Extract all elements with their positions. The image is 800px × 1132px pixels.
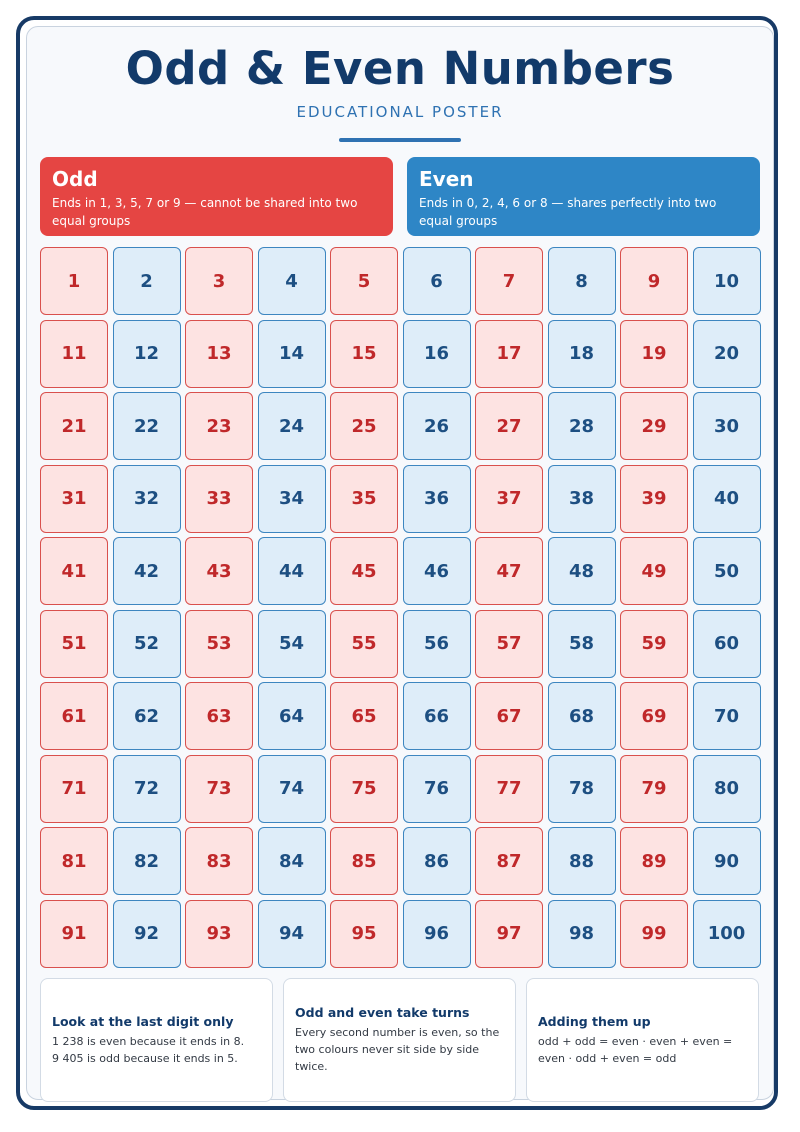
even-number-cell: 62: [113, 682, 181, 750]
odd-number-cell: 93: [185, 900, 253, 968]
odd-number-cell: 45: [330, 537, 398, 605]
odd-number-cell: 61: [40, 682, 108, 750]
number-grid: [40, 247, 761, 968]
even-number-cell: 96: [403, 900, 471, 968]
odd-number-cell: 47: [475, 537, 543, 605]
tip-title: Adding them up: [538, 1013, 651, 1029]
even-number-cell: 28: [548, 392, 616, 460]
even-number-cell: 52: [113, 610, 181, 678]
even-number-cell: 70: [693, 682, 761, 750]
odd-number-cell: 13: [185, 320, 253, 388]
even-number-cell: 38: [548, 465, 616, 533]
tip-body: [52, 1033, 261, 1067]
odd-number-cell: 57: [475, 610, 543, 678]
odd-number-cell: 5: [330, 247, 398, 315]
even-number-cell: 82: [113, 827, 181, 895]
odd-number-cell: 85: [330, 827, 398, 895]
tip-line: two colours never sit side by side: [295, 1043, 480, 1056]
even-number-cell: 22: [113, 392, 181, 460]
even-number-cell: 78: [548, 755, 616, 823]
odd-number-cell: 95: [330, 900, 398, 968]
even-number-cell: 10: [693, 247, 761, 315]
even-number-cell: 42: [113, 537, 181, 605]
tip-line: Every second number is even, so the: [295, 1026, 500, 1039]
title-divider: [339, 138, 461, 142]
even-number-cell: 76: [403, 755, 471, 823]
odd-number-cell: 75: [330, 755, 398, 823]
odd-number-cell: 77: [475, 755, 543, 823]
tip-title: Look at the last digit only: [52, 1013, 234, 1029]
odd-number-cell: 63: [185, 682, 253, 750]
even-number-cell: 34: [258, 465, 326, 533]
odd-legend-description: Ends in 1, 3, 5, 7 or 9 — cannot be shared into two equal groups: [52, 196, 358, 228]
even-number-cell: 30: [693, 392, 761, 460]
tip-title: Odd and even take turns: [295, 1005, 470, 1020]
odd-number-cell: 59: [620, 610, 688, 678]
odd-number-cell: 49: [620, 537, 688, 605]
even-number-cell: 72: [113, 755, 181, 823]
odd-number-cell: 81: [40, 827, 108, 895]
odd-number-cell: 65: [330, 682, 398, 750]
page-title: Odd & Even Numbers: [125, 42, 675, 95]
odd-number-cell: 43: [185, 537, 253, 605]
even-number-cell: 40: [693, 465, 761, 533]
even-legend-description: Ends in 0, 2, 4, 6 or 8 — shares perfectly into two equal groups: [419, 196, 717, 228]
even-number-cell: 94: [258, 900, 326, 968]
odd-number-cell: 3: [185, 247, 253, 315]
even-number-cell: 98: [548, 900, 616, 968]
odd-number-cell: 9: [620, 247, 688, 315]
odd-number-cell: 11: [40, 320, 108, 388]
odd-number-cell: 91: [40, 900, 108, 968]
odd-number-cell: 73: [185, 755, 253, 823]
odd-number-cell: 87: [475, 827, 543, 895]
tip-card-adding: [526, 978, 759, 1102]
odd-number-cell: 89: [620, 827, 688, 895]
even-number-cell: 84: [258, 827, 326, 895]
even-number-cell: 46: [403, 537, 471, 605]
odd-number-cell: 25: [330, 392, 398, 460]
odd-number-cell: 7: [475, 247, 543, 315]
even-number-cell: 2: [113, 247, 181, 315]
even-legend-card: [407, 157, 760, 236]
even-number-cell: 12: [113, 320, 181, 388]
page-subtitle: EDUCATIONAL POSTER: [296, 103, 504, 121]
odd-number-cell: 27: [475, 392, 543, 460]
even-number-cell: 68: [548, 682, 616, 750]
odd-number-cell: 67: [475, 682, 543, 750]
odd-number-cell: 21: [40, 392, 108, 460]
even-number-cell: 6: [403, 247, 471, 315]
even-number-cell: 14: [258, 320, 326, 388]
odd-number-cell: 69: [620, 682, 688, 750]
odd-number-cell: 55: [330, 610, 398, 678]
even-number-cell: 56: [403, 610, 471, 678]
odd-number-cell: 37: [475, 465, 543, 533]
odd-number-cell: 35: [330, 465, 398, 533]
even-number-cell: 64: [258, 682, 326, 750]
odd-number-cell: 51: [40, 610, 108, 678]
tip-line: 1 238 is even because it ends in 8.: [52, 1034, 245, 1048]
odd-number-cell: 83: [185, 827, 253, 895]
tip-card-take-turns: [283, 978, 516, 1102]
even-number-cell: 74: [258, 755, 326, 823]
tip-line: even · odd + even = odd: [538, 1051, 677, 1065]
even-number-cell: 24: [258, 392, 326, 460]
odd-number-cell: 71: [40, 755, 108, 823]
odd-number-cell: 17: [475, 320, 543, 388]
even-number-cell: 88: [548, 827, 616, 895]
odd-number-cell: 39: [620, 465, 688, 533]
even-number-cell: 26: [403, 392, 471, 460]
even-number-cell: 92: [113, 900, 181, 968]
tip-line: twice.: [295, 1060, 328, 1073]
even-number-cell: 16: [403, 320, 471, 388]
odd-number-cell: 79: [620, 755, 688, 823]
odd-number-cell: 31: [40, 465, 108, 533]
even-number-cell: 90: [693, 827, 761, 895]
odd-legend-title: Odd: [52, 167, 98, 191]
odd-number-cell: 1: [40, 247, 108, 315]
even-legend-title: Even: [419, 167, 474, 191]
even-number-cell: 36: [403, 465, 471, 533]
odd-number-cell: 19: [620, 320, 688, 388]
even-number-cell: 50: [693, 537, 761, 605]
even-number-cell: 100: [693, 900, 761, 968]
even-number-cell: 4: [258, 247, 326, 315]
even-number-cell: 48: [548, 537, 616, 605]
even-number-cell: 44: [258, 537, 326, 605]
odd-number-cell: 97: [475, 900, 543, 968]
even-number-cell: 18: [548, 320, 616, 388]
even-number-cell: 80: [693, 755, 761, 823]
tip-line: 9 405 is odd because it ends in 5.: [52, 1051, 238, 1065]
even-number-cell: 32: [113, 465, 181, 533]
even-number-cell: 54: [258, 610, 326, 678]
odd-number-cell: 29: [620, 392, 688, 460]
odd-number-cell: 33: [185, 465, 253, 533]
tip-body: [295, 1024, 504, 1075]
odd-legend-card: [40, 157, 393, 236]
tip-body: [538, 1033, 747, 1067]
odd-number-cell: 41: [40, 537, 108, 605]
even-number-cell: 20: [693, 320, 761, 388]
odd-number-cell: 99: [620, 900, 688, 968]
odd-number-cell: 53: [185, 610, 253, 678]
odd-number-cell: 15: [330, 320, 398, 388]
even-number-cell: 8: [548, 247, 616, 315]
even-number-cell: 58: [548, 610, 616, 678]
even-number-cell: 86: [403, 827, 471, 895]
tip-card-last-digit: [40, 978, 273, 1102]
even-number-cell: 60: [693, 610, 761, 678]
tip-line: odd + odd = even · even + even =: [538, 1034, 733, 1048]
odd-number-cell: 23: [185, 392, 253, 460]
even-number-cell: 66: [403, 682, 471, 750]
